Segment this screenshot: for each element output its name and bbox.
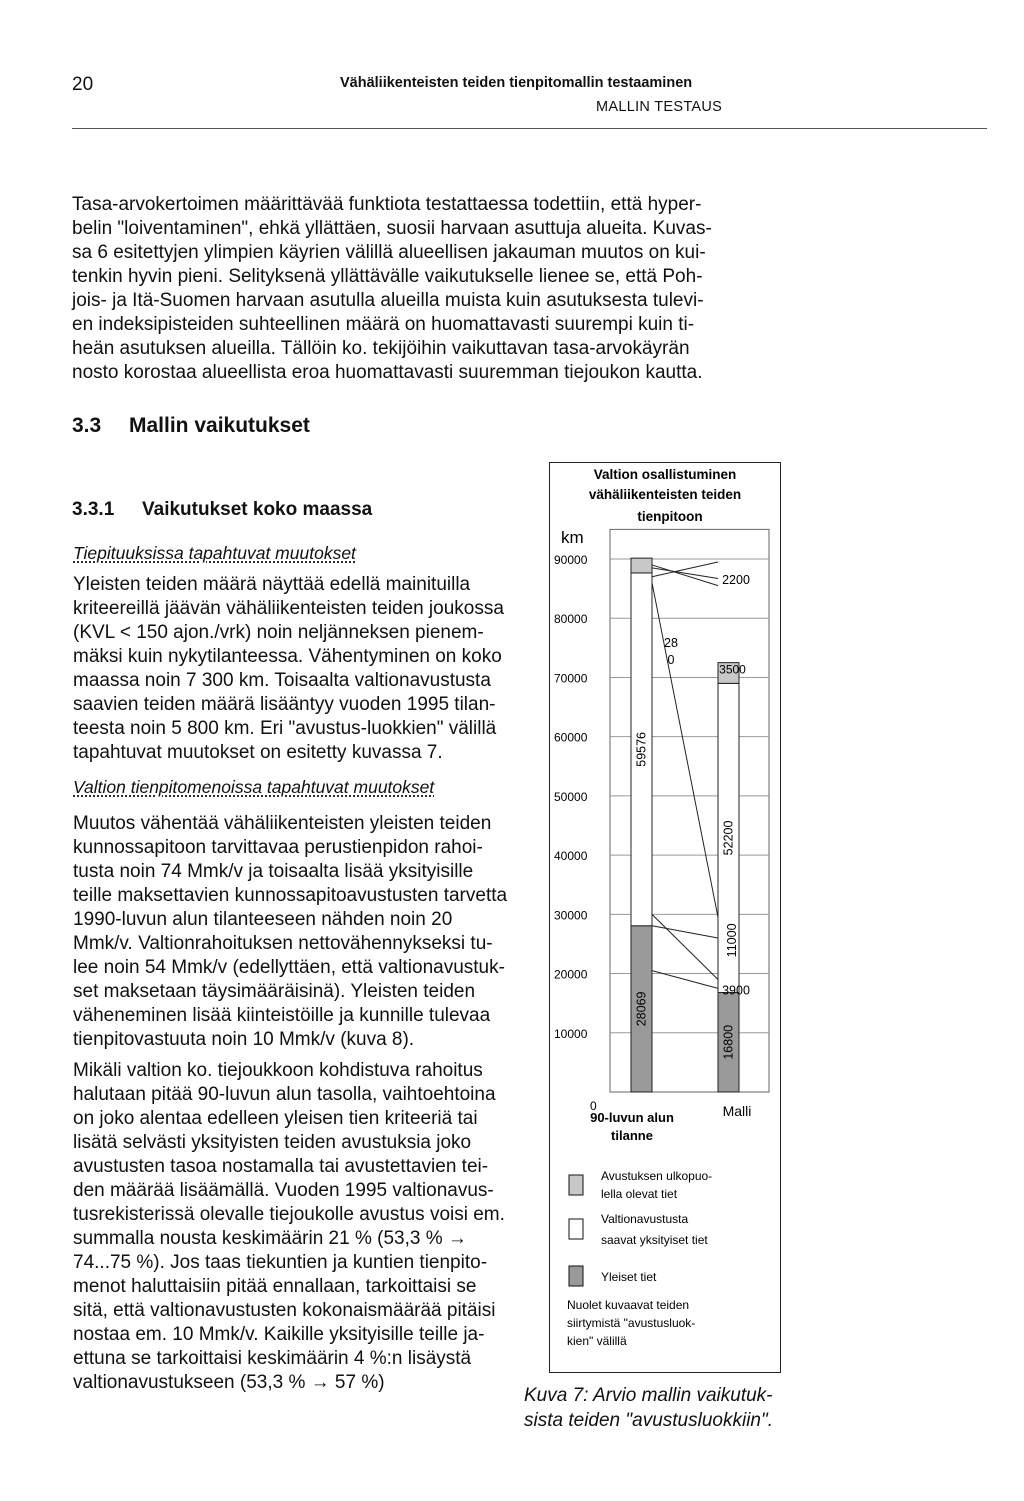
legend: [567, 1169, 712, 1348]
decision-line: den määrää lisäämällä. Vuoden 1995 valtionavus-: [73, 1180, 494, 1201]
figure-chart: [540, 455, 790, 1375]
intro-line: sa 6 esitettyjen ylimpien käyrien välillä alueellisen jakauman muutos on kui-: [72, 242, 706, 263]
legend-label: Avustuksen ulkopuo-: [601, 1169, 713, 1183]
flow-label: 11000: [725, 923, 739, 958]
funding-line: set maksetaan täysimääräisinä). Yleisten teiden: [73, 981, 476, 1002]
intro-line: nosto korostaa alueellista eroa huomattavasti suuremman tiejoukon kautta.: [72, 362, 703, 383]
flow-label: 3900: [722, 983, 750, 998]
length-line: (KVL < 150 ajon./vrk) noin neljänneksen pienem-: [73, 622, 484, 643]
section-number: 3.3: [72, 414, 102, 437]
legend-label: saavat yksityiset tiet: [601, 1233, 708, 1247]
y-tick-label: 20000: [554, 967, 588, 982]
running-subtitle: MALLIN TESTAUS: [596, 99, 723, 115]
subsection-title: Vaikutukset koko maassa: [142, 499, 373, 520]
funding-line: tusta noin 74 Mmk/v ja toisaalta lisää yksityisille: [73, 861, 474, 882]
length-line: teesta noin 5 800 km. Eri "avustus-luokkien" välillä: [73, 718, 497, 739]
x-category-label: 90-luvun alun: [590, 1110, 674, 1125]
x-category-label: Malli: [722, 1103, 752, 1119]
chart-title-line: tienpitoon: [637, 509, 703, 524]
funding-line: lee noin 54 Mmk/v (edellyttäen, että valtionavustuk-: [73, 957, 505, 978]
y-tick-label: 70000: [554, 671, 588, 686]
decision-line: tusrekisterissä olevalle tiejoukolle avustus voisi em.: [73, 1204, 505, 1225]
subsection-heading: [72, 499, 372, 521]
bar-value-label: 16800: [721, 1024, 736, 1060]
header-rule: [72, 128, 987, 129]
legend-swatch-assisted: [569, 1219, 583, 1239]
y-tick-label: 60000: [554, 730, 588, 745]
decision-line: summalla nousta keskimäärin 21 % (53,3 % →: [73, 1228, 467, 1249]
x-category-label: tilanne: [611, 1128, 653, 1143]
y-tick-label: 10000: [554, 1026, 588, 1041]
intro-line: tenkin hyvin pieni. Selityksenä yllättävälle vaikutukselle lienee se, että Poh-: [72, 266, 703, 287]
bar-value-label: 52200: [721, 820, 736, 856]
y-tick-label: 40000: [554, 849, 588, 864]
legend-label: Valtionavustusta: [601, 1212, 689, 1226]
length-line: Yleisten teiden määrä näyttää edellä mainituilla: [73, 574, 471, 595]
figure-caption-line: sista teiden "avustusluokkiin".: [524, 1410, 774, 1431]
legend-swatch-unassisted: [569, 1175, 583, 1195]
y-axis-label: km: [561, 528, 584, 547]
decision-line: Mikäli valtion ko. tiejoukkoon kohdistuva rahoitus: [73, 1060, 483, 1081]
bar-value-label: 3500: [719, 662, 746, 677]
page-number: 20: [72, 74, 94, 95]
italic-heading-lengths: Tiepituuksissa tapahtuvat muutokset: [73, 543, 356, 563]
length-line: mäksi kuin nykytilanteessa. Vähentyminen on koko: [73, 646, 502, 667]
y-tick-label: 90000: [554, 553, 588, 567]
bar-segment: [631, 558, 652, 573]
flow-label: 28: [664, 636, 678, 651]
length-line: tapahtuvat muutokset on esitetty kuvassa 7.: [73, 742, 443, 763]
decision-line: valtionavustukseen (53,3 % → 57 %): [73, 1372, 385, 1393]
decision-line: ettuna se tarkoittaisi keskimäärin 4 %:n lisäystä: [73, 1348, 472, 1369]
bar-value-label: 28069: [634, 991, 649, 1027]
flow-label: 2200: [722, 572, 750, 587]
chart-title-line: Valtion osallistuminen: [593, 467, 737, 482]
decision-line: on joko alentaa edelleen yleisen tien kriteeriä tai: [73, 1108, 478, 1129]
chart-note-line: kien" välillä: [567, 1334, 627, 1348]
funding-line: tienpitovastuuta noin 10 Mmk/v (kuva 8).: [73, 1029, 415, 1050]
running-title: Vähäliikenteisten teiden tienpitomallin testaaminen: [340, 75, 693, 91]
length-line: maassa noin 7 300 km. Toisaalta valtionavustusta: [73, 670, 491, 691]
funding-paragraph: [73, 812, 531, 1052]
decision-line: lisätä selvästi yksityisten teiden avustuksia joko: [73, 1132, 472, 1153]
bar-value-label: 59576: [634, 731, 649, 767]
funding-line: teille maksettavien kunnossapitoavustusten tarvetta: [73, 885, 508, 906]
intro-line: heän asutuksen alueilla. Tällöin ko. tekijöihin vaikuttavan tasa-arvokäyrän: [72, 338, 690, 359]
legend-label: Yleiset tiet: [601, 1270, 657, 1284]
intro-line: en indeksipisteiden suhteellinen määrä on huomattavasti suurempi kuin ti-: [72, 314, 695, 335]
funding-line: Mmk/v. Valtionrahoituksen nettovähennykseksi tu-: [73, 933, 493, 954]
chart-title-line: vähäliikenteisten teiden: [588, 487, 742, 502]
figure-caption-line: Kuva 7: Arvio mallin vaikutuk-: [524, 1385, 773, 1406]
figure-caption: [524, 1383, 773, 1433]
decision-line: 74...75 %). Jos taas tiekuntien ja kuntien tienpito-: [73, 1252, 488, 1273]
funding-line: Muutos vähentää vähäliikenteisten yleisten teiden: [73, 813, 492, 834]
flow-label: 0: [667, 652, 675, 667]
decision-line: avustusten tasoa nostamalla tai avustettavien tei-: [73, 1156, 489, 1177]
decision-line: sitä, että valtionavustusten kokonaismäärää pitäisi: [73, 1300, 496, 1321]
legend-label: lella olevat tiet: [601, 1187, 678, 1201]
intro-line: jois- ja Itä-Suomen harvaan asutulla alueilla muista kuin asutuksesta tulevi-: [72, 290, 704, 311]
italic-heading-funding: Valtion tienpitomenoissa tapahtuvat muutokset: [73, 777, 435, 797]
funding-line: väheneminen lisää kiinteistöille ja kunnille tulevaa: [73, 1005, 491, 1026]
length-line: saavien teiden määrä lisääntyy vuoden 1995 tilan-: [73, 694, 496, 715]
y-tick-label: 50000: [554, 789, 588, 804]
chart-note-line: siirtymistä "avustusluok-: [567, 1316, 696, 1330]
decision-line: halutaan pitää 90-luvun alun tasolla, vaihtoehtoina: [73, 1084, 496, 1105]
funding-line: 1990-luvun alun tilanteeseen nähden noin 20: [73, 909, 453, 930]
intro-line: belin "loiventaminen", ehkä yllättäen, suosii harvaan asuttuja alueita. Kuvas-: [72, 218, 712, 239]
funding-line: kunnossapitoon tarvittavaa perustienpidon rahoi-: [73, 837, 483, 858]
y-tick-label: 0: [590, 1099, 597, 1113]
legend-swatch-public: [569, 1266, 583, 1286]
section-heading: [72, 414, 310, 438]
section-title: Mallin vaikutukset: [129, 414, 310, 437]
decision-paragraph: [73, 1059, 531, 1395]
subsection-number: 3.3.1: [72, 499, 115, 520]
plot-area: [554, 529, 769, 1113]
intro-line: Tasa-arvokertoimen määrittävää funktiota testattaessa todettiin, että hyper-: [72, 194, 702, 215]
y-tick-label: 80000: [554, 612, 588, 627]
length-paragraph: [73, 573, 531, 765]
length-line: kriteereillä jäävän vähäliikenteisten teiden joukossa: [73, 598, 504, 619]
decision-line: nostaa em. 10 Mmk/v. Kaikille yksityisille teille ja-: [73, 1324, 485, 1345]
y-tick-label: 30000: [554, 908, 588, 923]
intro-paragraph: [72, 193, 762, 385]
chart-note-line: Nuolet kuvaavat teiden: [567, 1298, 690, 1312]
decision-line: menot haluttaisiin pitää ennallaan, tarkoittaisi se: [73, 1276, 477, 1297]
